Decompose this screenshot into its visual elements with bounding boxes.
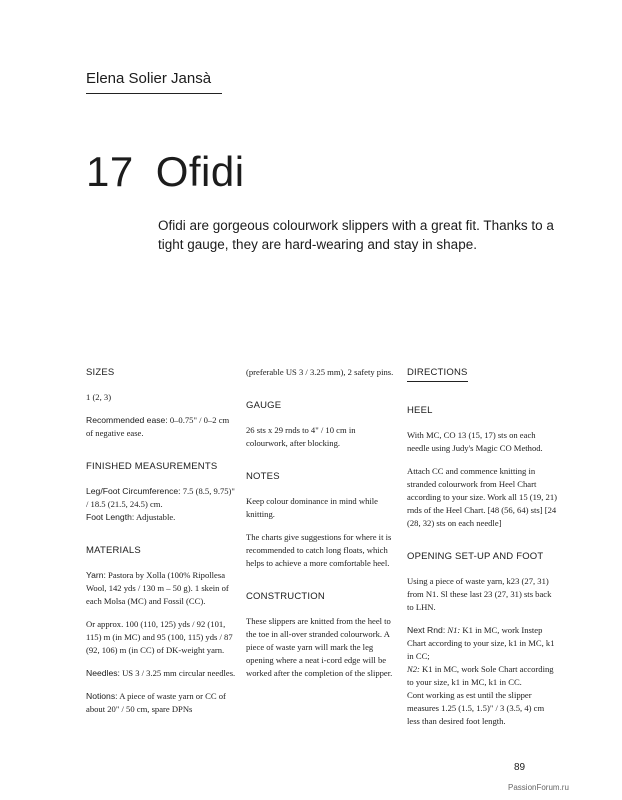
- page-number: 89: [514, 762, 526, 773]
- legfoot-label: Leg/Foot Circumference:: [86, 486, 181, 496]
- notions-paragraph: [86, 690, 236, 716]
- n2-value: K1 in MC, work Sole Chart according to your size, k1 in MC, k1 in CC.: [407, 664, 554, 687]
- opening-paragraph: Using a piece of waste yarn, k23 (27, 31) from N1. Sl these last 23 (27, 31) sts back to LHN.: [407, 576, 552, 612]
- construction-heading: CONSTRUCTION: [246, 591, 325, 602]
- finished-measurements-heading: FINISHED MEASUREMENTS: [86, 461, 218, 472]
- notions-continued: (preferable US 3 / 3.25 mm), 2 safety pins.: [246, 367, 394, 377]
- watermark: PassionForum.ru: [508, 783, 569, 792]
- sizes-heading: SIZES: [86, 367, 115, 378]
- pattern-name: Ofidi: [155, 148, 245, 195]
- legfoot-value: 7.5 (8.5, 9.75)" / 18.5 (21.5, 24.5) cm.: [86, 486, 235, 509]
- n1-value: K1 in MC, work Instep Chart according to your size, k1 in MC, k1 in CC;: [407, 625, 555, 661]
- ease-value: 0–0.75" / 0–2 cm of negative ease.: [86, 415, 230, 438]
- construction-paragraph: These slippers are knitted from the heel to the toe in all-over stranded colourwork. A piece of waste yarn will mark the leg opening where a neat i-cord edge will be worked after the completion of the slipper.: [246, 616, 393, 678]
- notes-paragraph-1: Keep colour dominance in mind while knitting.: [246, 496, 378, 519]
- directions-heading: DIRECTIONS: [407, 366, 468, 382]
- footlength-paragraph: [86, 511, 236, 524]
- needles-label: Needles:: [86, 668, 120, 678]
- gauge-value: 26 sts x 29 rnds to 4" / 10 cm in colourwork, after blocking.: [246, 425, 356, 448]
- materials-heading: MATERIALS: [86, 545, 141, 556]
- yarn-value: Pastora by Xolla (100% Ripollesa Wool, 142 yds / 130 m – 50 g). 1 skein of each Molsa (MC) and Fossil (CC).: [86, 570, 229, 606]
- gauge-heading: GAUGE: [246, 400, 282, 411]
- yarn-alt-paragraph: Or approx. 100 (110, 125) yds / 92 (101, 115) m (in MC) and 95 (100, 115) yds / 87 (92, 106) m (in CC) of DK-weight yarn.: [86, 619, 233, 655]
- footlength-value: Adjustable.: [134, 512, 176, 522]
- heel-paragraph-2: Attach CC and commence knitting in stranded colourwork from Heel Chart according to your size. Work all 15 (19, 21) rnds of the Heel Chart. [48 (56, 64) sts] [24 (28, 32) sts on each needle]: [407, 466, 557, 528]
- opening-heading: OPENING SET-UP AND FOOT: [407, 551, 544, 562]
- sizes-value: 1 (2, 3): [86, 392, 112, 402]
- author-rule: [86, 93, 222, 94]
- column-right: [407, 366, 557, 738]
- ease-paragraph: [86, 414, 236, 440]
- notions-label: Notions:: [86, 691, 118, 701]
- intro-paragraph: Ofidi are gorgeous colourwork slippers with a great fit. Thanks to a tight gauge, they are hard-wearing and stay in shape.: [158, 218, 554, 252]
- legfoot-paragraph: [86, 485, 236, 511]
- ease-label: Recommended ease:: [86, 415, 168, 425]
- notes-paragraph-2: The charts give suggestions for where it is recommended to catch long floats, which helps to achieve a more comfortable heel.: [246, 532, 392, 568]
- pattern-number: 17: [86, 148, 134, 195]
- column-middle: [246, 366, 396, 690]
- next-round-label: Next Rnd:: [407, 625, 446, 635]
- needles-paragraph: [86, 667, 236, 680]
- notes-heading: NOTES: [246, 471, 280, 482]
- continue-paragraph: Cont working as est until the slipper measures 1.25 (1.5, 1.5)" / 3 (3.5, 4) cm less than desired foot length.: [407, 690, 545, 726]
- author-name: Elena Solier Jansà: [86, 70, 212, 87]
- needles-value: US 3 / 3.25 mm circular needles.: [119, 668, 236, 678]
- heel-paragraph-1: With MC, CO 13 (15, 17) sts on each needle using Judy's Magic CO Method.: [407, 430, 543, 453]
- next-round-paragraph: [407, 624, 557, 663]
- notions-value: A piece of waste yarn or CC of about 20" / 50 cm, spare DPNs: [86, 691, 226, 714]
- footlength-label: Foot Length:: [86, 512, 135, 522]
- n1-label: N1:: [445, 625, 461, 635]
- pattern-title: [86, 148, 245, 196]
- column-left: [86, 366, 236, 726]
- n2-label: N2:: [407, 664, 420, 674]
- yarn-paragraph: [86, 569, 236, 608]
- n2-paragraph: [407, 663, 557, 689]
- heel-heading: HEEL: [407, 405, 433, 416]
- yarn-label: Yarn:: [86, 570, 106, 580]
